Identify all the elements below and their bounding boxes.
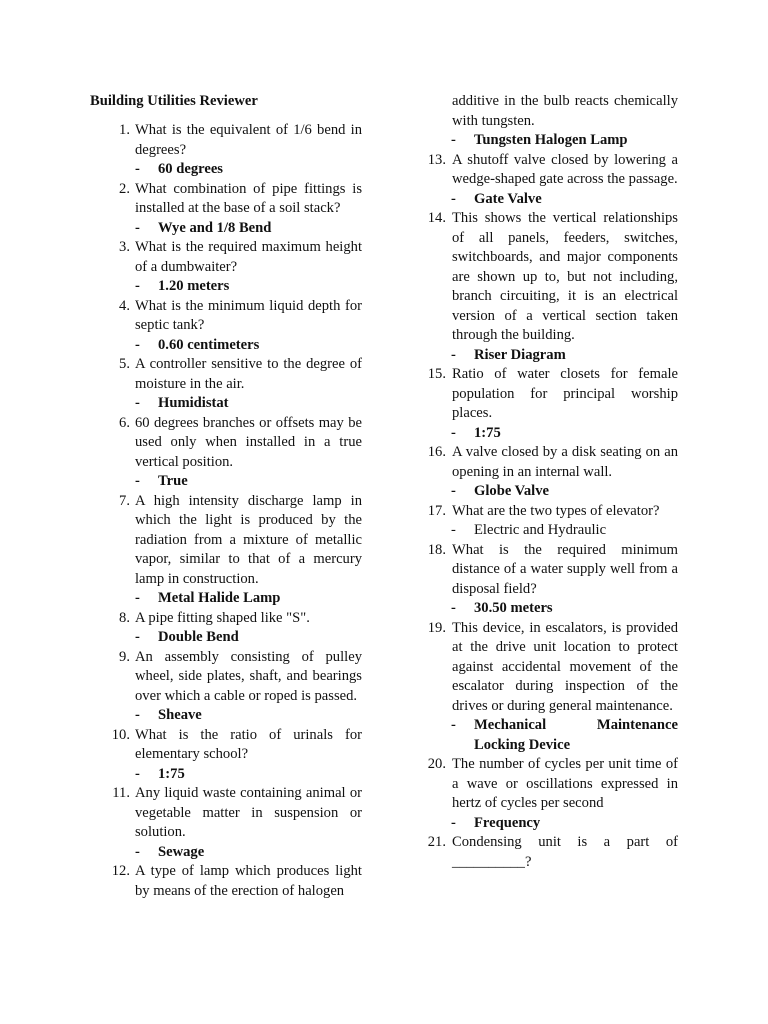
- left-column: [90, 92, 362, 901]
- bullet-dash: -: [451, 483, 456, 499]
- question-text: This device, in escalators, is provided at the drive unit location to protect against accidental movement of the escalator during inspection of the drives or during general maintenance.: [452, 619, 678, 714]
- bullet-dash: -: [135, 473, 140, 489]
- answer-text: Sewage: [158, 843, 205, 860]
- question-text: A pipe fitting shaped like "S".: [135, 609, 310, 626]
- question-number: 8.: [119, 609, 130, 626]
- answer-text: 60 degrees: [158, 161, 223, 177]
- answer-11: [90, 843, 362, 863]
- question-number: 7.: [119, 492, 130, 509]
- question-blank: __________?: [452, 853, 532, 870]
- bullet-dash: -: [135, 629, 140, 645]
- question-number: 4.: [119, 297, 130, 314]
- answer-text: Sheave: [158, 707, 202, 723]
- answer-6: [90, 472, 362, 492]
- question-text: What is the minimum liquid depth for septic tank?: [135, 297, 362, 333]
- question-number: 18.: [427, 541, 446, 558]
- question-text: A shutoff valve closed by lowering a wedge-shaped gate across the passage.: [452, 151, 678, 187]
- question-12-continued: additive in the bulb reacts chemically with tungsten.: [452, 93, 678, 129]
- answer-18: [406, 599, 678, 619]
- question-text: An assembly consisting of pulley wheel, side plates, shaft, and bearings over which a cable or roped is passed.: [135, 648, 362, 704]
- answer-17: [406, 521, 678, 541]
- question-number: 15.: [427, 366, 446, 382]
- answer-text: Globe Valve: [474, 483, 550, 499]
- question-number: 14.: [427, 210, 446, 226]
- answer-14: [406, 346, 678, 366]
- question-13: [406, 151, 678, 190]
- bullet-dash: -: [135, 590, 140, 606]
- question-number: 1.: [119, 122, 130, 138]
- answer-text-line-2: Locking Device: [474, 736, 571, 753]
- right-column: [406, 92, 678, 872]
- question-text: What is the ratio of urinals for elementary school?: [135, 726, 362, 762]
- question-17: [406, 502, 678, 522]
- answer-text: Wye and 1/8 Bend: [158, 219, 272, 236]
- answer-text: True: [158, 473, 188, 489]
- question-number: 21.: [427, 834, 446, 850]
- question-12: [90, 862, 362, 901]
- answer-text: Electric and Hydraulic: [474, 522, 607, 538]
- bullet-dash: -: [451, 600, 456, 616]
- answer-7: [90, 589, 362, 609]
- answer-text: Frequency: [474, 814, 541, 831]
- question-text: A valve closed by a disk seating on an opening in an internal wall.: [452, 444, 678, 480]
- question-number: 2.: [119, 180, 130, 197]
- question-number: 6.: [119, 414, 130, 431]
- question-text: What combination of pipe fittings is installed at the base of a soil stack?: [135, 180, 362, 216]
- question-number: 20.: [427, 756, 446, 772]
- question-number: 13.: [427, 151, 446, 168]
- question-number: 12.: [111, 863, 130, 879]
- question-text: 60 degrees branches or offsets may be used only when installed in a true vertical position.: [135, 414, 362, 470]
- question-number: 19.: [427, 619, 446, 636]
- answer-text: 1:75: [158, 765, 185, 782]
- question-text: What is the required maximum height of a dumbwaiter?: [135, 239, 362, 275]
- question-19: [406, 619, 678, 717]
- answer-20: [406, 814, 678, 834]
- question-number: 3.: [119, 239, 130, 255]
- answer-2: [90, 219, 362, 239]
- question-text: Any liquid waste containing animal or vegetable matter in suspension or solution.: [135, 785, 362, 840]
- bullet-dash: -: [135, 161, 140, 177]
- bullet-dash: -: [135, 395, 140, 411]
- bullet-dash: -: [451, 522, 456, 538]
- answer-8: [90, 628, 362, 648]
- bullet-dash: -: [451, 190, 456, 207]
- answer-text: 30.50 meters: [474, 600, 553, 616]
- answer-1: [90, 160, 362, 180]
- bullet-dash: -: [135, 336, 140, 353]
- answer-text-line-1: Mechanical Maintenance: [474, 717, 678, 733]
- answer-text: 1:75: [474, 424, 501, 441]
- question-text: Ratio of water closets for female population for principal worship places.: [452, 366, 678, 421]
- document-title: Building Utilities Reviewer: [90, 93, 258, 109]
- question-number: 11.: [112, 785, 130, 801]
- question-6: [90, 414, 362, 473]
- bullet-dash: -: [451, 424, 456, 441]
- question-text: This shows the vertical relationships of all panels, feeders, switches, switchboards, and major components are shown up to, but not including, branch circuiting, it is an electrical version of a vertical section taken through the building.: [452, 210, 678, 343]
- answer-text: 0.60 centimeters: [158, 336, 260, 353]
- answer-text: Gate Valve: [474, 190, 542, 207]
- bullet-dash: -: [135, 219, 140, 236]
- question-21-continued: [406, 853, 678, 873]
- question-3: [90, 238, 362, 277]
- question-number: 9.: [119, 648, 130, 665]
- question-1: [90, 121, 362, 160]
- question-2: [90, 180, 362, 219]
- question-number: 17.: [427, 502, 446, 519]
- answer-5: [90, 394, 362, 414]
- question-text-line-1: Condensing unit is a part of: [452, 834, 678, 850]
- question-10: [90, 726, 362, 765]
- question-14: [406, 209, 678, 346]
- answer-19-continued: [406, 736, 678, 756]
- answer-text: Double Bend: [158, 629, 239, 645]
- question-11: [90, 784, 362, 843]
- answer-3: [90, 277, 362, 297]
- question-number: 10.: [111, 726, 130, 743]
- answer-text: Tungsten Halogen Lamp: [474, 132, 628, 148]
- answer-text: Metal Halide Lamp: [158, 590, 281, 606]
- answer-4: [90, 336, 362, 356]
- question-number: 16.: [427, 444, 446, 460]
- answer-12: [406, 131, 678, 151]
- question-text: What is the equivalent of 1/6 bend in degrees?: [135, 122, 362, 158]
- question-text: What are the two types of elevator?: [452, 502, 660, 519]
- question-5: [90, 355, 362, 394]
- question-text: A controller sensitive to the degree of moisture in the air.: [135, 356, 362, 392]
- question-15: [406, 365, 678, 424]
- answer-9: [90, 706, 362, 726]
- bullet-dash: -: [451, 717, 456, 733]
- bullet-dash: -: [135, 765, 140, 782]
- answer-13: [406, 190, 678, 210]
- answer-text: Riser Diagram: [474, 346, 566, 363]
- question-text: The number of cycles per unit time of a wave or oscillations expressed in hertz of cycles per second: [452, 756, 678, 811]
- answer-19: [406, 716, 678, 736]
- question-8: [90, 609, 362, 629]
- question-9: [90, 648, 362, 707]
- answer-text: Humidistat: [158, 395, 229, 411]
- answer-16: [406, 482, 678, 502]
- answer-text: 1.20 meters: [158, 278, 230, 294]
- question-18: [406, 541, 678, 600]
- question-number: 5.: [119, 356, 130, 372]
- bullet-dash: -: [451, 132, 456, 148]
- question-16: [406, 443, 678, 482]
- question-20: [406, 755, 678, 814]
- question-text: What is the required minimum distance of a water supply well from a disposal field?: [452, 541, 678, 597]
- question-4: [90, 297, 362, 336]
- bullet-dash: -: [451, 346, 456, 363]
- bullet-dash: -: [451, 814, 456, 831]
- bullet-dash: -: [135, 707, 140, 723]
- bullet-dash: -: [135, 843, 140, 860]
- question-text: A high intensity discharge lamp in which the light is produced by the radiation from a mixture of metallic vapor, similar to that of a mercury lamp in construction.: [135, 492, 362, 587]
- question-7: [90, 492, 362, 590]
- question-text: A type of lamp which produces light by means of the erection of halogen: [135, 863, 362, 899]
- answer-15: [406, 424, 678, 444]
- answer-10: [90, 765, 362, 785]
- bullet-dash: -: [135, 278, 140, 294]
- question-21: [406, 833, 678, 853]
